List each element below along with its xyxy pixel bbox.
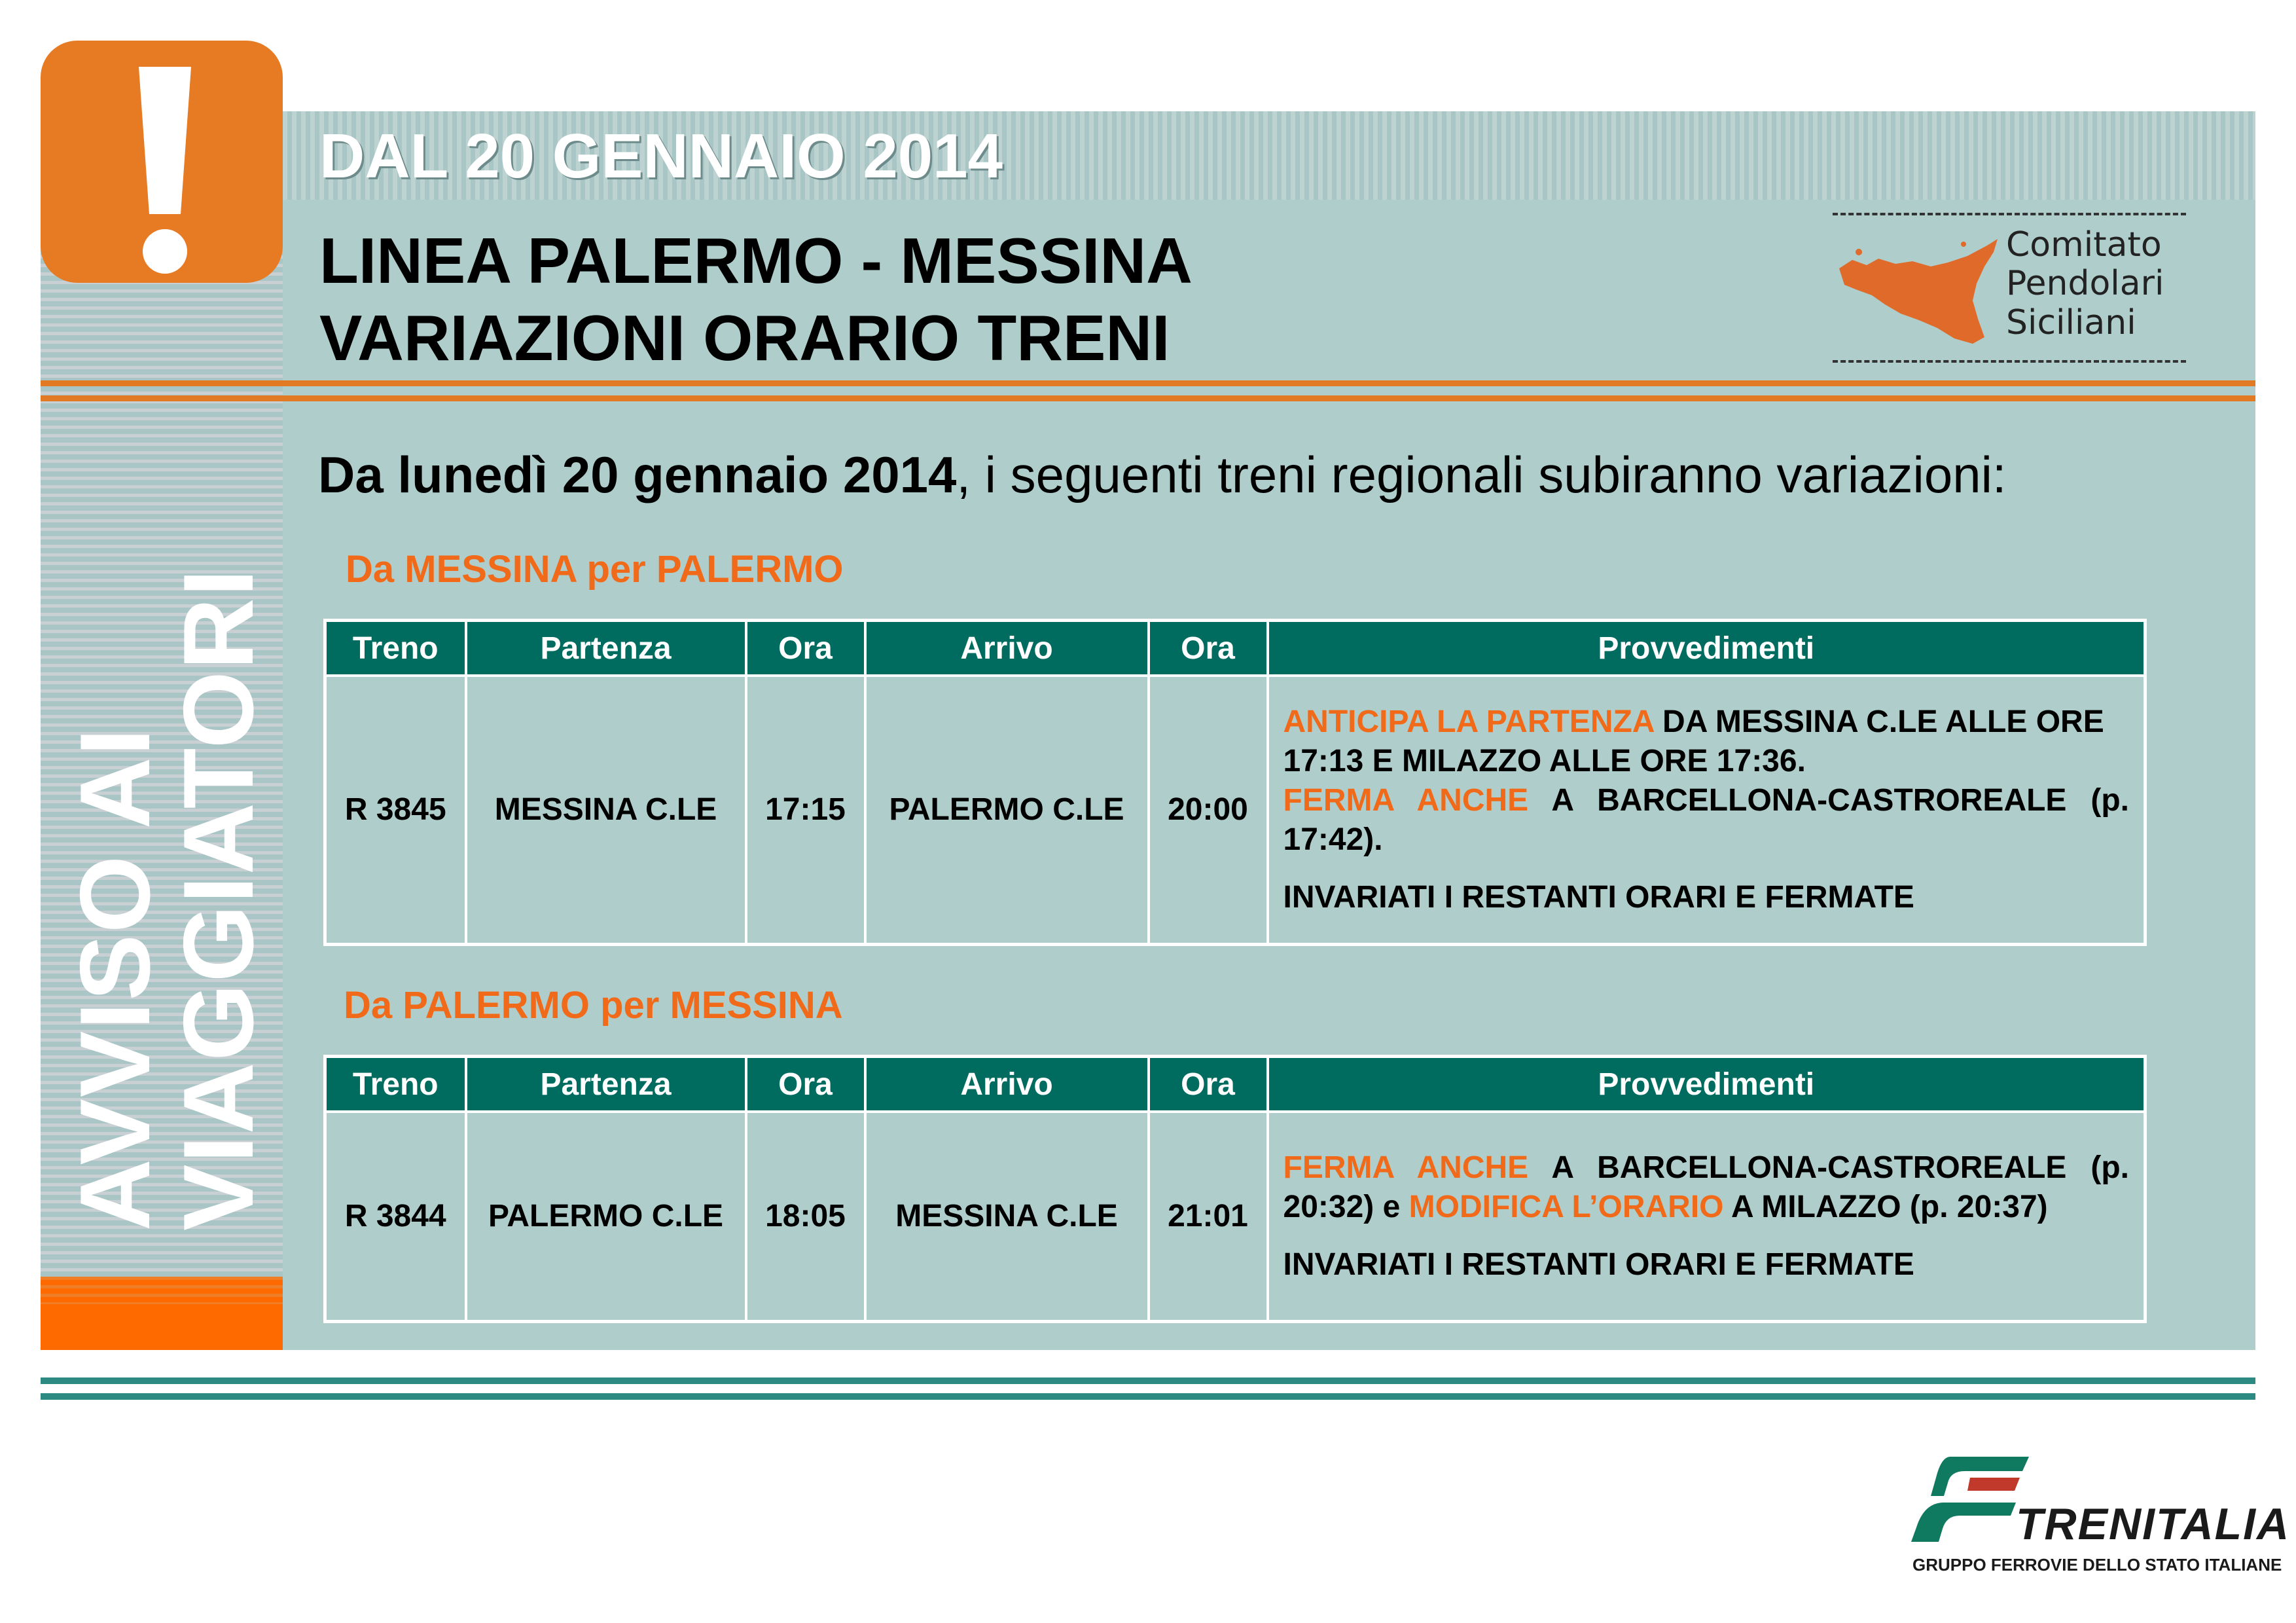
col-ora-partenza: Ora bbox=[746, 1057, 865, 1112]
prov-note: INVARIATI I RESTANTI ORARI E FERMATE bbox=[1283, 1247, 1914, 1282]
section-title-messina-palermo: Da MESSINA per PALERMO bbox=[346, 548, 844, 591]
intro-text bbox=[318, 445, 2007, 505]
intro-date: Da lunedì 20 gennaio 2014 bbox=[318, 446, 957, 503]
schedule-table-palermo-messina bbox=[323, 1055, 2147, 1323]
cell-arrivo: PALERMO C.LE bbox=[865, 676, 1149, 944]
cell-treno: R 3844 bbox=[325, 1112, 466, 1321]
prov-line-b bbox=[1283, 781, 2130, 860]
divider-stripe bbox=[41, 395, 2255, 401]
prov-note: INVARIATI I RESTANTI ORARI E FERMATE bbox=[1283, 879, 1914, 915]
cell-ora-arrivo: 20:00 bbox=[1149, 676, 1268, 944]
footer-line bbox=[41, 1393, 2255, 1400]
col-treno: Treno bbox=[325, 1057, 466, 1112]
date-title: DAL 20 GENNAIO 2014 bbox=[319, 121, 1003, 191]
table-header-row bbox=[325, 1057, 2145, 1112]
header-band-right bbox=[1602, 111, 2255, 200]
cell-partenza: MESSINA C.LE bbox=[466, 676, 746, 944]
trenitalia-subtitle: GRUPPO FERROVIE DELLO STATO ITALIANE bbox=[1912, 1555, 2282, 1575]
prov-highlight: MODIFICA L’ORARIO bbox=[1408, 1189, 1724, 1224]
prov-line-a bbox=[1283, 702, 2130, 781]
col-ora-arrivo: Ora bbox=[1149, 621, 1268, 676]
cell-ora-partenza: 17:15 bbox=[746, 676, 865, 944]
prov-text: DA MESSINA C.LE ALLE ORE 17:13 E MILAZZO ALLE ORE 17:36. bbox=[1283, 704, 2104, 778]
sicily-map-icon bbox=[1833, 232, 2003, 350]
table-header-row bbox=[325, 621, 2145, 676]
col-ora-arrivo: Ora bbox=[1149, 1057, 1268, 1112]
cell-arrivo: MESSINA C.LE bbox=[865, 1112, 1149, 1321]
trenitalia-brand: TRENITALIA bbox=[2016, 1499, 2291, 1549]
cell-treno: R 3845 bbox=[325, 676, 466, 944]
footer-line bbox=[41, 1377, 2255, 1384]
cell-partenza: PALERMO C.LE bbox=[466, 1112, 746, 1321]
prov-line-a bbox=[1283, 1148, 2130, 1227]
col-partenza: Partenza bbox=[466, 1057, 746, 1112]
prov-highlight: ANTICIPA LA PARTENZA bbox=[1283, 704, 1654, 739]
warning-box bbox=[41, 41, 283, 283]
cell-ora-arrivo: 21:01 bbox=[1149, 1112, 1268, 1321]
trenitalia-logo bbox=[1905, 1444, 2291, 1575]
cell-provvedimenti bbox=[1268, 676, 2145, 944]
prov-text: A MILAZZO (p. 20:37) bbox=[1723, 1189, 2048, 1224]
left-orange-band bbox=[41, 1277, 283, 1350]
col-arrivo: Arrivo bbox=[865, 621, 1149, 676]
divider-stripe bbox=[41, 380, 2255, 386]
side-text-line1: AVVISO AI bbox=[60, 727, 171, 1231]
exclamation-icon bbox=[41, 41, 283, 283]
cell-provvedimenti bbox=[1268, 1112, 2145, 1321]
logo-line1: Comitato bbox=[2006, 225, 2162, 264]
col-arrivo: Arrivo bbox=[865, 1057, 1149, 1112]
cell-ora-partenza: 18:05 bbox=[746, 1112, 865, 1321]
table-row bbox=[325, 676, 2145, 944]
side-text-line2: VIAGGIATORI bbox=[163, 568, 274, 1231]
prov-highlight: FERMA ANCHE bbox=[1283, 1150, 1529, 1185]
col-treno: Treno bbox=[325, 621, 466, 676]
schedule-table-messina-palermo bbox=[323, 619, 2147, 946]
prov-highlight: FERMA ANCHE bbox=[1283, 782, 1529, 818]
prov-text: A BARCELLONA-CASTROREALE (p. 20:32) e bbox=[1283, 1150, 2129, 1224]
col-provvedimenti: Provvedimenti bbox=[1268, 621, 2145, 676]
page-title bbox=[319, 223, 1193, 376]
title-line2: VARIAZIONI ORARIO TRENI bbox=[319, 301, 1170, 374]
logo-line2: Pendolari bbox=[2006, 264, 2164, 304]
comitato-logo bbox=[1833, 213, 2186, 367]
section-title-palermo-messina: Da PALERMO per MESSINA bbox=[344, 984, 843, 1027]
title-line1: LINEA PALERMO - MESSINA bbox=[319, 225, 1193, 297]
col-ora-partenza: Ora bbox=[746, 621, 865, 676]
prov-text: A BARCELLONA-CASTROREALE (p. 17:42). bbox=[1283, 782, 2129, 857]
col-partenza: Partenza bbox=[466, 621, 746, 676]
intro-rest: , i seguenti treni regionali subiranno variazioni: bbox=[956, 446, 2007, 503]
logo-text bbox=[2006, 226, 2164, 342]
logo-line3: Siciliani bbox=[2006, 302, 2136, 342]
table-row bbox=[325, 1112, 2145, 1321]
col-provvedimenti: Provvedimenti bbox=[1268, 1057, 2145, 1112]
